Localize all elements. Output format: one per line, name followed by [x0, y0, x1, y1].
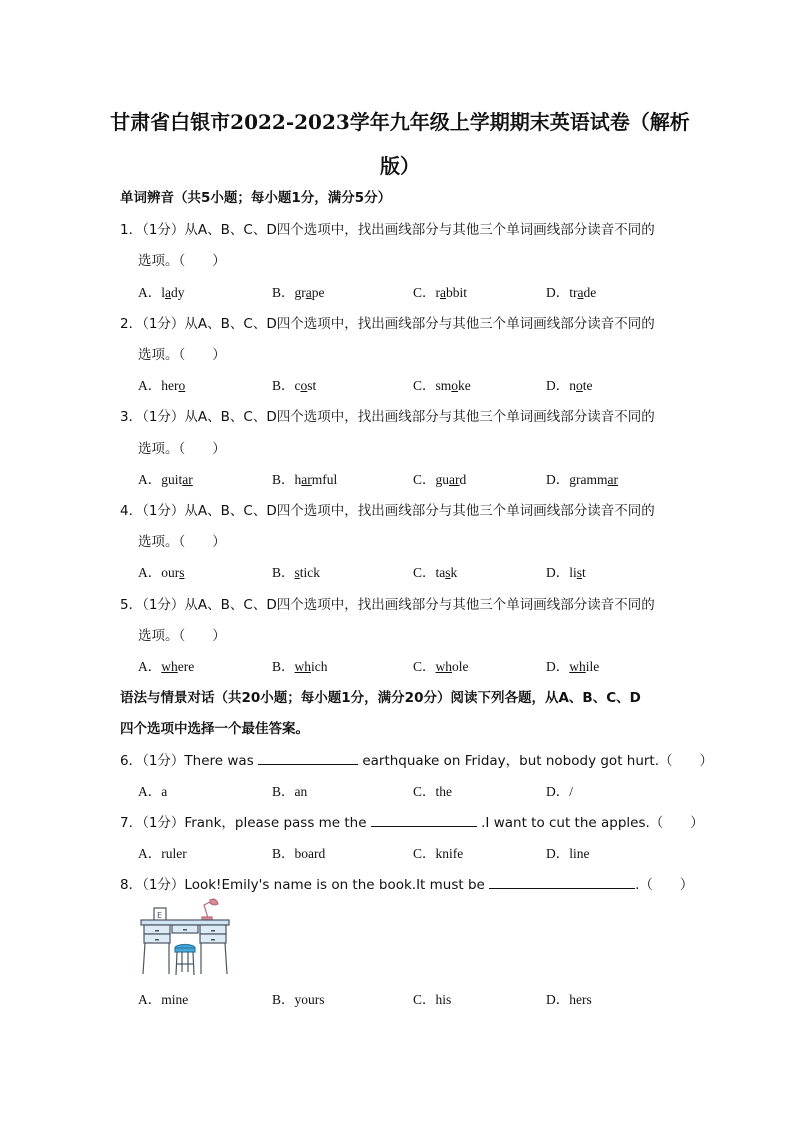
question-5-cont: 选项。（ ） [138, 628, 226, 644]
desk-illustration [138, 898, 234, 978]
question-1-options [138, 281, 658, 299]
question-text: （1分）Frank，please pass me the [142, 815, 371, 831]
title-line-2: 版） [380, 154, 420, 178]
question-2 [120, 312, 655, 332]
question-6-options [138, 780, 658, 798]
question-7-options [138, 842, 658, 860]
question-2-cont: 选项。（ ） [138, 347, 226, 363]
question-8-options [138, 988, 658, 1006]
option-b[interactable]: B．cost [272, 378, 317, 393]
question-8 [120, 873, 693, 893]
option-c[interactable]: C．task [413, 565, 458, 580]
option-b[interactable]: B．which [272, 659, 328, 674]
question-6 [120, 749, 713, 769]
option-d[interactable]: D．hers [546, 992, 592, 1007]
section-heading-phonics: 单词辨音（共5小题；每小题1分，满分5分） [120, 190, 392, 206]
question-7 [120, 811, 704, 831]
option-b[interactable]: B．board [272, 846, 326, 861]
question-4-options [138, 561, 658, 579]
question-text-end: .I want to cut the apples.（ ） [476, 815, 704, 831]
question-3-cont: 选项。（ ） [138, 441, 226, 457]
option-b[interactable]: B．stick [272, 565, 321, 580]
question-1-cont: 选项。（ ） [138, 253, 226, 269]
option-c[interactable]: C．knife [413, 846, 464, 861]
option-c[interactable]: C．his [413, 992, 452, 1007]
option-d[interactable]: D．note [546, 378, 593, 393]
section-heading-grammar-cont: 四个选项中选择一个最佳答案。 [120, 721, 309, 737]
section-heading-grammar: 语法与情景对话（共20小题；每小题1分，满分20分）阅读下列各题，从A、B、C、D [120, 690, 641, 706]
option-c[interactable]: C．the [413, 784, 452, 799]
question-3 [120, 405, 655, 425]
question-text: （1分）从A、B、C、D四个选项中，找出画线部分与其他三个单词画线部分读音不同的 [142, 409, 655, 425]
question-3-options [138, 468, 658, 486]
option-b[interactable]: B．harmful [272, 472, 338, 487]
option-a[interactable]: A．ours [138, 565, 185, 580]
question-text: （1分）从A、B、C、D四个选项中，找出画线部分与其他三个单词画线部分读音不同的 [142, 222, 655, 238]
option-d[interactable]: D．line [546, 846, 590, 861]
page-title [110, 100, 690, 188]
option-a[interactable]: A．ruler [138, 846, 187, 861]
question-number: 6． [120, 753, 143, 769]
option-d[interactable]: D．/ [546, 784, 573, 799]
question-2-options [138, 374, 658, 392]
option-a[interactable]: A．hero [138, 378, 186, 393]
option-d[interactable]: D．list [546, 565, 586, 580]
option-d[interactable]: D．grammar [546, 472, 618, 487]
question-text: （1分）Look!Emily's name is on the book.It must be [142, 877, 490, 893]
answer-blank[interactable] [371, 814, 477, 827]
answer-blank[interactable] [258, 752, 358, 765]
option-b[interactable]: B．grape [272, 285, 325, 300]
option-a[interactable]: A．guitar [138, 472, 193, 487]
question-4-cont: 选项。（ ） [138, 534, 226, 550]
title-line-1: 甘肃省白银市2022-2023学年九年级上学期期末英语试卷（解析 [110, 110, 690, 134]
option-c[interactable]: C．smoke [413, 378, 471, 393]
question-number: 3． [120, 409, 143, 425]
question-1 [120, 218, 655, 238]
question-text-end: .（ ） [635, 877, 694, 893]
option-a[interactable]: A．a [138, 784, 168, 799]
option-a[interactable]: A．mine [138, 992, 189, 1007]
option-b[interactable]: B．an [272, 784, 308, 799]
question-5 [120, 593, 655, 613]
option-c[interactable]: C．rabbit [413, 285, 468, 300]
book-letter: E [157, 911, 163, 920]
option-a[interactable]: A．lady [138, 285, 185, 300]
question-number: 1． [120, 222, 143, 238]
question-number: 2． [120, 316, 143, 332]
question-text: （1分）There was [142, 753, 259, 769]
question-text: （1分）从A、B、C、D四个选项中，找出画线部分与其他三个单词画线部分读音不同的 [142, 503, 655, 519]
question-text-end: earthquake on Friday，but nobody got hurt.（ ） [358, 753, 714, 769]
option-d[interactable]: D．trade [546, 285, 597, 300]
question-4 [120, 499, 655, 519]
option-a[interactable]: A．where [138, 659, 195, 674]
question-number: 5． [120, 597, 143, 613]
option-c[interactable]: C．guard [413, 472, 467, 487]
option-d[interactable]: D．while [546, 659, 600, 674]
question-text: （1分）从A、B、C、D四个选项中，找出画线部分与其他三个单词画线部分读音不同的 [142, 316, 655, 332]
option-c[interactable]: C．whole [413, 659, 469, 674]
question-number: 4． [120, 503, 143, 519]
question-number: 8． [120, 877, 143, 893]
question-text: （1分）从A、B、C、D四个选项中，找出画线部分与其他三个单词画线部分读音不同的 [142, 597, 655, 613]
option-b[interactable]: B．yours [272, 992, 325, 1007]
answer-blank[interactable] [489, 876, 635, 889]
question-number: 7． [120, 815, 143, 831]
question-5-options [138, 655, 658, 673]
